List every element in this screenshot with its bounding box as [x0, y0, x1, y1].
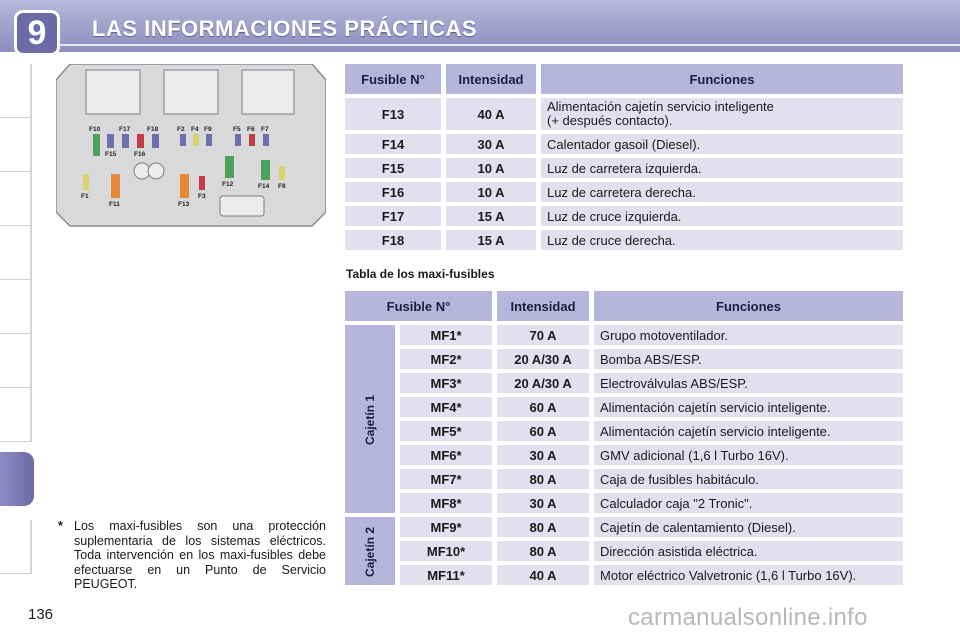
fuse-amperage: 20 A/30 A	[497, 373, 589, 393]
relay-slot	[242, 70, 294, 114]
chapter-number-badge: 9	[14, 10, 60, 56]
fuse-amperage: 80 A	[497, 517, 589, 537]
fuse-function: Alimentación cajetín servicio inteligente.	[594, 421, 903, 441]
fuse-amperage: 40 A	[446, 98, 536, 130]
fuse-amperage: 80 A	[497, 541, 589, 561]
fuse-f3	[199, 176, 205, 190]
fuse-f5	[235, 134, 241, 146]
fuse-f14	[261, 160, 270, 180]
fuse-f7	[263, 134, 269, 146]
column-header-functions: Funciones	[594, 291, 903, 321]
maxi-fuse-table	[340, 287, 908, 589]
fuse-function: Luz de cruce izquierda.	[541, 206, 903, 226]
chapter-tab[interactable]	[0, 226, 32, 280]
table-header-row	[345, 291, 903, 321]
header-rule	[60, 44, 960, 46]
table-row	[345, 541, 903, 561]
fuse-number: MF4*	[400, 397, 492, 417]
fuse-number: F16	[345, 182, 441, 202]
fuse-f4	[193, 134, 199, 146]
column-header-amperage: Intensidad	[497, 291, 589, 321]
chapter-tab[interactable]	[0, 172, 32, 226]
fuse-f18	[152, 134, 159, 148]
relay-slot	[164, 70, 218, 114]
chapter-tab[interactable]	[0, 118, 32, 172]
table-row	[345, 445, 903, 465]
chapter-tab-active[interactable]	[0, 452, 34, 506]
fuse-label: F6	[247, 126, 255, 133]
fuse-amperage: 30 A	[497, 445, 589, 465]
group-label-cajetin-2: Cajetín 2	[345, 517, 395, 585]
fuse-number: F18	[345, 230, 441, 250]
fuse-label: F14	[258, 183, 270, 190]
table-row	[345, 397, 903, 417]
fuse-amperage: 15 A	[446, 206, 536, 226]
maxi-fuse-table-caption: Tabla de los maxi-fusibles	[346, 267, 495, 281]
fuse-f1	[83, 174, 89, 190]
fuse-amperage: 15 A	[446, 230, 536, 250]
table-row	[345, 158, 903, 178]
chapter-tab[interactable]	[0, 520, 32, 574]
chapter-tabs	[0, 64, 36, 576]
fuse-function: Electroválvulas ABS/ESP.	[594, 373, 903, 393]
fuse-label: F17	[119, 126, 131, 133]
fuse-label: F3	[198, 193, 206, 200]
footnote-marker: *	[58, 519, 63, 533]
fuse-f6	[249, 134, 255, 146]
fuse-label: F8	[278, 183, 286, 190]
fuse-label: F15	[105, 151, 117, 158]
fuse-f2	[180, 134, 186, 146]
fuse-label: F4	[191, 126, 199, 133]
table-row	[345, 230, 903, 250]
fuse-number: MF3*	[400, 373, 492, 393]
fuse-number: F13	[345, 98, 441, 130]
fuse-function: GMV adicional (1,6 l Turbo 16V).	[594, 445, 903, 465]
fuse-box-illustration	[56, 64, 326, 254]
chapter-tab[interactable]	[0, 64, 32, 118]
watermark: carmanualsonline.info	[628, 604, 868, 631]
column-header-fuse: Fusible N°	[345, 64, 441, 94]
table-row	[345, 206, 903, 226]
fuse-f11	[111, 174, 120, 198]
table-row	[345, 98, 903, 130]
table-row	[345, 421, 903, 441]
fuse-number: MF7*	[400, 469, 492, 489]
table-row	[345, 182, 903, 202]
fuse-number: MF2*	[400, 349, 492, 369]
fuse-label: F12	[222, 181, 234, 188]
fuse-label: F1	[81, 193, 89, 200]
fuse-label: F13	[178, 201, 190, 208]
fuse-function: Luz de cruce derecha.	[541, 230, 903, 250]
fuse-function: Luz de carretera derecha.	[541, 182, 903, 202]
fuse-box-diagram	[56, 64, 326, 254]
page-number: 136	[28, 606, 54, 623]
fuse-function: Cajetín de calentamiento (Diesel).	[594, 517, 903, 537]
fuse-amperage: 10 A	[446, 158, 536, 178]
table-header-row	[345, 64, 903, 94]
fuse-amperage: 40 A	[497, 565, 589, 585]
fuse-amperage: 70 A	[497, 325, 589, 345]
fuse-number: F17	[345, 206, 441, 226]
fixing-hole	[148, 163, 164, 179]
table-row	[345, 517, 903, 537]
fuse-f16	[137, 134, 144, 148]
fuse-f8	[279, 166, 285, 180]
chapter-tab[interactable]	[0, 280, 32, 334]
fuse-function: Bomba ABS/ESP.	[594, 349, 903, 369]
fuse-function: Alimentación cajetín servicio inteligente.	[594, 397, 903, 417]
fuse-f9	[206, 134, 212, 146]
fuse-label: F11	[109, 201, 120, 208]
column-header-functions: Funciones	[541, 64, 903, 94]
page-title: LAS INFORMACIONES PRÁCTICAS	[92, 16, 478, 41]
fuse-amperage: 60 A	[497, 421, 589, 441]
fuse-number: F14	[345, 134, 441, 154]
fuse-function: Caja de fusibles habitáculo.	[594, 469, 903, 489]
fuse-f12	[225, 156, 234, 178]
fuse-label: F18	[147, 126, 159, 133]
fuse-label: F7	[261, 126, 269, 133]
fuse-f13	[180, 174, 189, 198]
chapter-tab[interactable]	[0, 334, 32, 388]
footnote	[58, 519, 326, 592]
fuse-label: F16	[134, 151, 146, 158]
fuse-function: Grupo motoventilador.	[594, 325, 903, 345]
fuse-function: Luz de carretera izquierda.	[541, 158, 903, 178]
fuse-f15	[107, 134, 114, 148]
table-row	[345, 134, 903, 154]
relay-slot	[86, 70, 140, 114]
column-header-amperage: Intensidad	[446, 64, 536, 94]
fuse-function-line: (+ después contacto).	[547, 113, 673, 128]
fuse-amperage: 10 A	[446, 182, 536, 202]
fuse-number: MF11*	[400, 565, 492, 585]
fuse-amperage: 80 A	[497, 469, 589, 489]
fuse-number: MF8*	[400, 493, 492, 513]
table-row	[345, 469, 903, 489]
fuse-label: F2	[177, 126, 185, 133]
connector-slot	[220, 196, 264, 216]
group-label-cajetin-1: Cajetín 1	[345, 325, 395, 513]
fuse-f17	[122, 134, 129, 148]
fuse-label: F10	[89, 126, 101, 133]
fuse-number: F15	[345, 158, 441, 178]
fuse-number: MF10*	[400, 541, 492, 561]
table-row	[345, 493, 903, 513]
fuse-number: MF5*	[400, 421, 492, 441]
fuse-number: MF1*	[400, 325, 492, 345]
fuse-number: MF6*	[400, 445, 492, 465]
fuse-label: F9	[204, 126, 212, 133]
fuse-f10	[93, 134, 100, 156]
column-header-fuse: Fusible N°	[345, 291, 492, 321]
fuse-function: Calentador gasoil (Diesel).	[541, 134, 903, 154]
footnote-text: Los maxi-fusibles son una protección suplementaria de los sistemas eléctricos. Toda intervención en los maxi-fusibles debe efectuarse en un Punto de Servicio PEUGEOT.	[74, 519, 326, 591]
fuse-amperage: 30 A	[497, 493, 589, 513]
chapter-tab[interactable]	[0, 388, 32, 442]
fuse-function	[541, 98, 903, 130]
fuse-number: MF9*	[400, 517, 492, 537]
fuse-function: Calculador caja "2 Tronic".	[594, 493, 903, 513]
fuse-amperage: 60 A	[497, 397, 589, 417]
fuse-function: Motor eléctrico Valvetronic (1,6 l Turbo 16V).	[594, 565, 903, 585]
table-row	[345, 565, 903, 585]
table-row	[345, 349, 903, 369]
fuse-label: F5	[233, 126, 241, 133]
fuse-function: Dirección asistida eléctrica.	[594, 541, 903, 561]
fuse-function-line: Alimentación cajetín servicio inteligente	[547, 99, 774, 114]
table-row	[345, 325, 903, 345]
fuse-amperage: 30 A	[446, 134, 536, 154]
table-row	[345, 373, 903, 393]
fuse-table	[340, 60, 908, 254]
fuse-amperage: 20 A/30 A	[497, 349, 589, 369]
